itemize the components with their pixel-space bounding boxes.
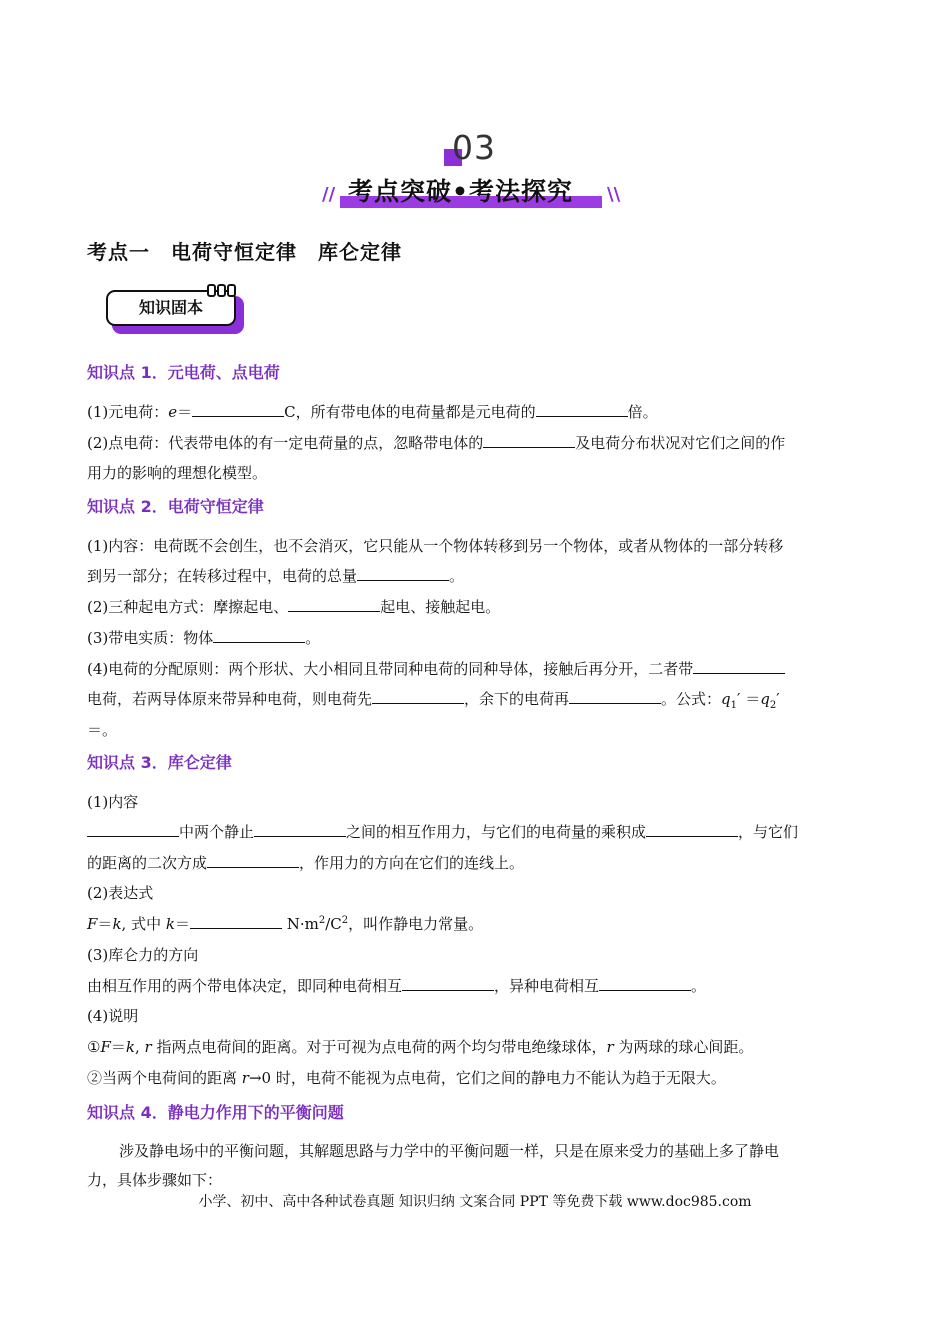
fill-blank[interactable] xyxy=(483,433,575,448)
kp4-line-1: 涉及静电场中的平衡问题，其解题思路与力学中的平衡问题一样，只是在原来受力的基础上多了静电 xyxy=(119,1142,780,1160)
kp2-line-6: 电荷，若两导体原来带异种电荷，则电荷先 ，余下的电荷再 。公式：$q_1' =q_2'$ xyxy=(87,690,780,711)
kp3-line-4: (2)表达式 xyxy=(87,884,154,902)
kp3-line-3: 的距离的二次方成 ，作用力的方向在它们的连线上。 xyxy=(87,854,525,872)
kp3-line-1: (1)内容 xyxy=(87,793,139,811)
kp3-line-2: 中两个静止 之间的相互作用力，与它们的电荷量的乘积成 ，与它们 xyxy=(87,822,867,842)
fill-blank[interactable] xyxy=(599,976,691,991)
kp4-title: 知识点 4．静电力作用下的平衡问题 xyxy=(87,1103,344,1122)
fill-blank[interactable] xyxy=(213,628,305,643)
kp2-line-1: (1)内容：电荷既不会创生，也不会消灭，它只能从一个物体转移到另一个物体，或者从物体的一部分转移 xyxy=(87,537,784,555)
kp3-line-10: ②当两个电荷间的距离 r→0 时，电荷不能视为点电荷，它们之间的静电力不能认为趋于无限大。 xyxy=(87,1069,726,1087)
decor-slash-right: \\ xyxy=(607,184,621,205)
kp3-line-8: (4)说明 xyxy=(87,1007,139,1025)
kp2-line-4: (3)带电实质：物体 。 xyxy=(87,629,321,647)
decor-slash-left: // xyxy=(322,184,336,205)
fill-blank[interactable] xyxy=(190,914,282,929)
banner-title: 考点突破•考法探究 xyxy=(348,177,573,206)
kp3-line-9: ①F＝k, r 指两点电荷间的距离。对于可视为点电荷的两个均匀带电绝缘球体，r 为两球的球心间距。 xyxy=(87,1038,754,1056)
kp2-line-3: (2)三种起电方式：摩擦起电、 起电、接触起电。 xyxy=(87,598,501,616)
fill-blank[interactable] xyxy=(87,822,179,837)
kp1-title: 知识点 1．元电荷、点电荷 xyxy=(87,363,280,382)
fill-blank[interactable] xyxy=(207,853,299,868)
fill-blank[interactable] xyxy=(357,566,449,581)
fill-blank[interactable] xyxy=(288,597,380,612)
kp1-line-3: 用力的影响的理想化模型。 xyxy=(87,464,268,482)
fill-blank[interactable] xyxy=(536,402,628,417)
fill-blank[interactable] xyxy=(192,402,284,417)
kp1-line-1: (1)元电荷：e＝ C，所有带电体的电荷量都是元电荷的 倍。 xyxy=(87,403,658,421)
kp2-line-5: (4)电荷的分配原则：两个形状、大小相同且带同种电荷的同种导体，接触后再分开，二者带 xyxy=(87,659,867,679)
fill-blank[interactable] xyxy=(693,659,785,674)
kp3-line-5: F＝k, 式中 $k= N\cdot m^2/C^2$，叫作静电力常量。 xyxy=(87,915,484,933)
kp3-line-6: (3)库仑力的方向 xyxy=(87,946,199,964)
kp2-line-7: ＝。 xyxy=(87,721,118,739)
page-footer: 小学、初中、高中各种试卷真题 知识归纳 文案合同 PPT 等免费下载 www.doc985.com xyxy=(198,1194,752,1210)
section-title: 考点一 电荷守恒定律 库仑定律 xyxy=(87,240,402,264)
kp4-line-2: 力，具体步骤如下： xyxy=(87,1171,223,1189)
knowledge-tag-label: 知识固本 xyxy=(138,298,203,317)
kp2-line-2: 到另一部分；在转移过程中，电荷的总量 。 xyxy=(87,567,465,585)
kp1-line-2: (2)点电荷：代表带电体的有一定电荷量的点，忽略带电体的 及电荷分布状况对它们之间的作 xyxy=(87,434,786,452)
fill-blank[interactable] xyxy=(254,822,346,837)
kp3-line-7: 由相互作用的两个带电体决定，即同种电荷相互 ，异种电荷相互 。 xyxy=(87,977,707,995)
kp2-title: 知识点 2．电荷守恒定律 xyxy=(87,497,264,516)
fill-blank[interactable] xyxy=(402,976,494,991)
fill-blank[interactable] xyxy=(569,689,661,704)
fill-blank[interactable] xyxy=(646,822,738,837)
fill-blank[interactable] xyxy=(372,689,464,704)
section-number: 03 xyxy=(452,128,496,167)
kp3-title: 知识点 3．库仑定律 xyxy=(87,753,232,772)
